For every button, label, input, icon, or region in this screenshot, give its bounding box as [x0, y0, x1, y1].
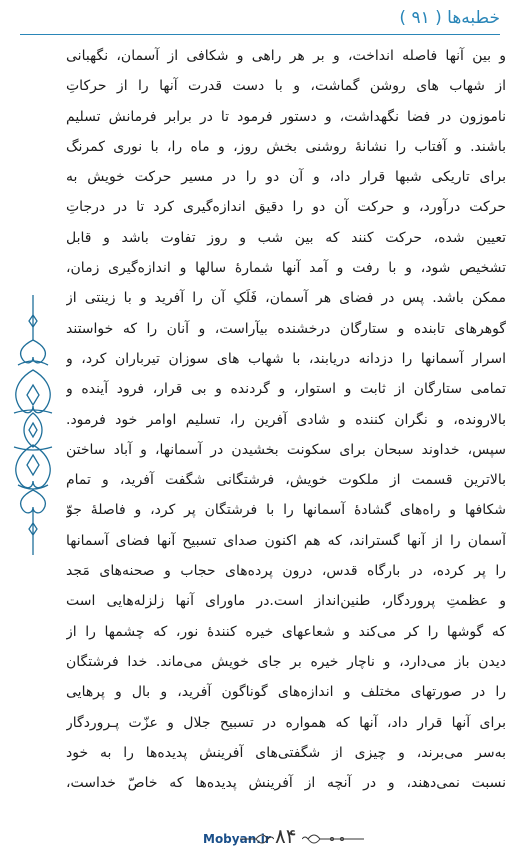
text-line: تعیین شده، حرکت کنند که بین شب و روز تفاوت باشد و قابل — [66, 229, 506, 246]
text-line: به‌سر می‌برند، و چیزی از شگفتی‌های آفرینش پدیده‌ها را به خود — [66, 744, 506, 761]
text-line: دیدن باز می‌دارد، و ناچار خیره بر جای خویش می‌ماند. خدا فرشتگان — [66, 653, 506, 670]
text-line: باشند. و آفتاب را نشانهٔ روشنی بخش روز، و ماه را، با نوری کمرنگ — [66, 138, 506, 155]
header-divider — [20, 34, 500, 35]
text-line: و عظمتِ پروردگار، طنین‌انداز است.در ماورای آنها زلزله‌هایی است — [66, 593, 506, 610]
text-line: آسمان را از آنها گستراند، که هم اکنون صدای تسبیح آنها فضای آسمانها — [66, 532, 506, 549]
text-line: ممکن باشد. پس در فضای هر آسمان، فَلَکِ آن را آفرید و با زینتی از — [66, 290, 506, 307]
footer-ornament-icon — [240, 826, 274, 852]
section-title: خطبه‌ها ( ۹۱ ) — [399, 8, 500, 28]
text-line: گوهرهای تابنده و ستارگان درخشنده بیآراست، و آنان را که خواستند — [66, 320, 506, 337]
text-line: سپس، خداوند سبحان برای سکونت بخشیدن در آسمانها، و آباد ساختن — [66, 441, 506, 458]
page-header — [0, 0, 520, 40]
page-footer — [0, 812, 520, 852]
text-line: برای تاریکی شبها قرار داد، و آن دو را در مسیر حرکت خویش به — [66, 169, 506, 186]
text-line: ناموزون در فضا نگهداشت، و دستور فرمود تا در برابر فرمانش تسلیم — [66, 108, 506, 125]
margin-ornament-icon — [10, 295, 56, 555]
text-line: و بین آنها فاصله انداخت، و بر هر راهی و شکافی از آسمان، نگهبانی — [66, 48, 506, 64]
text-line: برای آنها قرار داد، آنها که همواره در تسبیح جلال و عزّت پـروردگار — [66, 714, 506, 731]
text-line: تمامی ستارگان از ثابت و استوار، و گردنده و بی قرار، فرود آینده و — [66, 381, 506, 398]
text-line: از شهاب های روشن گماشت، و با دست قدرت آنها را از حرکاتِ — [66, 78, 506, 95]
body-text — [66, 41, 506, 798]
text-line: بالارونده، و نگران کننده و شادی آفرین را، تسلیم اوامر خود فرمود. — [66, 411, 506, 428]
text-line: شکافها و راه‌های گشادهٔ آسمانها را با فرشتگان پر کرد، و فاصلهٔ جوّ — [66, 502, 506, 519]
page-number: ۸۴ — [275, 824, 297, 848]
text-line: حرکت درآورد، و حرکت آن دو را دقیق اندازه‌گیری کرد تا در درجاتِ — [66, 199, 506, 216]
text-line: اسرار آسمانها را دزدانه دریابند، با شهاب های سوزان تیرباران کرد، و — [66, 350, 506, 367]
text-line: نسبت نمی‌دهند، و در آنچه از آفرینش پدیده‌ها که خاصّ خداست، — [66, 775, 506, 792]
text-line: را پر کرده، در بارگاه قدس، درون پرده‌های حجاب و صحنه‌های مَجد — [66, 563, 506, 580]
text-line: که گوشها را کر می‌کند و شعاعهای خیره کنندهٔ نور، که چشمها را از — [66, 623, 506, 640]
site-brand: Mobyan.ir — [203, 832, 271, 846]
text-line: تشخیص شود، و با رفت و آمد آنها شمارهٔ سالها و اندازه‌گیری زمان، — [66, 260, 506, 277]
text-line: را در صورتهای مختلف و اندازه‌های گوناگون آفرید، و بال و پرهایی — [66, 684, 506, 701]
footer-ornament-icon — [302, 826, 364, 852]
text-line: بالاترین قسمت از ملکوت خویش، فرشتگانی شگفت آفرید، و تمام — [66, 472, 506, 489]
